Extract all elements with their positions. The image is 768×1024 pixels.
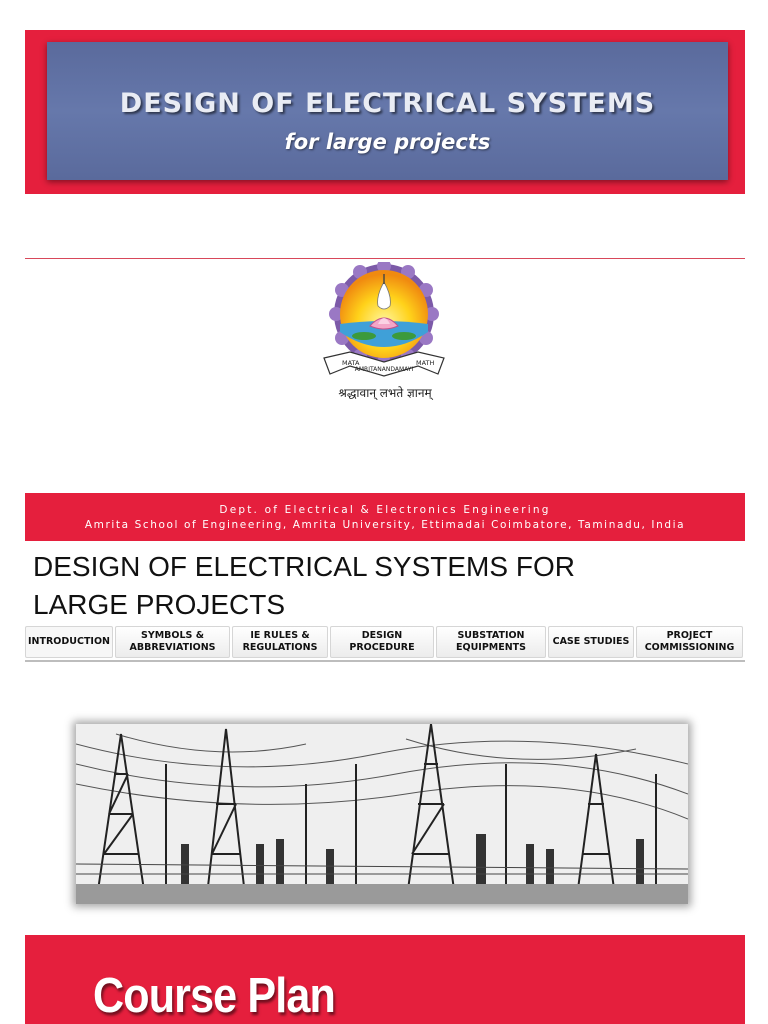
tab-ie-rules-regulations[interactable]: IE RULES & REGULATIONS	[232, 626, 328, 658]
header-banner	[25, 30, 745, 194]
course-nav-tabs	[25, 626, 745, 662]
divider-line	[25, 258, 745, 259]
course-plan-bar	[25, 935, 745, 1024]
substation-photo	[76, 724, 688, 904]
tab-introduction[interactable]: INTRODUCTION	[25, 626, 113, 658]
course-plan-heading: Course Plan	[93, 969, 335, 1023]
tab-case-studies[interactable]: CASE STUDIES	[548, 626, 634, 658]
ribbon-right-text: MATH	[416, 359, 435, 367]
ribbon-center-text: AMRITANANDAMAYI	[354, 366, 414, 373]
banner-title: DESIGN OF ELECTRICAL SYSTEMS	[119, 88, 656, 119]
amrita-emblem-icon	[320, 262, 448, 402]
logo-motto: श्रद्धावान् लभते ज्ञानम्	[338, 386, 432, 400]
tab-symbols-abbreviations[interactable]: SYMBOLS & ABBREVIATIONS	[115, 626, 230, 658]
banner-panel	[47, 42, 728, 180]
department-bar	[25, 493, 745, 541]
substation-illustration	[76, 724, 688, 904]
page-title: DESIGN OF ELECTRICAL SYSTEMS FOR LARGE PROJECTS	[33, 551, 575, 620]
tab-substation-equipments[interactable]: SUBSTATION EQUIPMENTS	[436, 626, 546, 658]
tab-project-commissioning[interactable]: PROJECT COMMISSIONING	[636, 626, 743, 658]
banner-subtitle: for large projects	[284, 130, 491, 154]
school-address: Amrita School of Engineering, Amrita University, Ettimadai Coimbatore, Taminadu, India	[84, 519, 686, 531]
department-name: Dept. of Electrical & Electronics Engineering	[219, 504, 551, 516]
tab-design-procedure[interactable]: DESIGN PROCEDURE	[330, 626, 434, 658]
ribbon-left-text: MATA	[342, 359, 360, 367]
